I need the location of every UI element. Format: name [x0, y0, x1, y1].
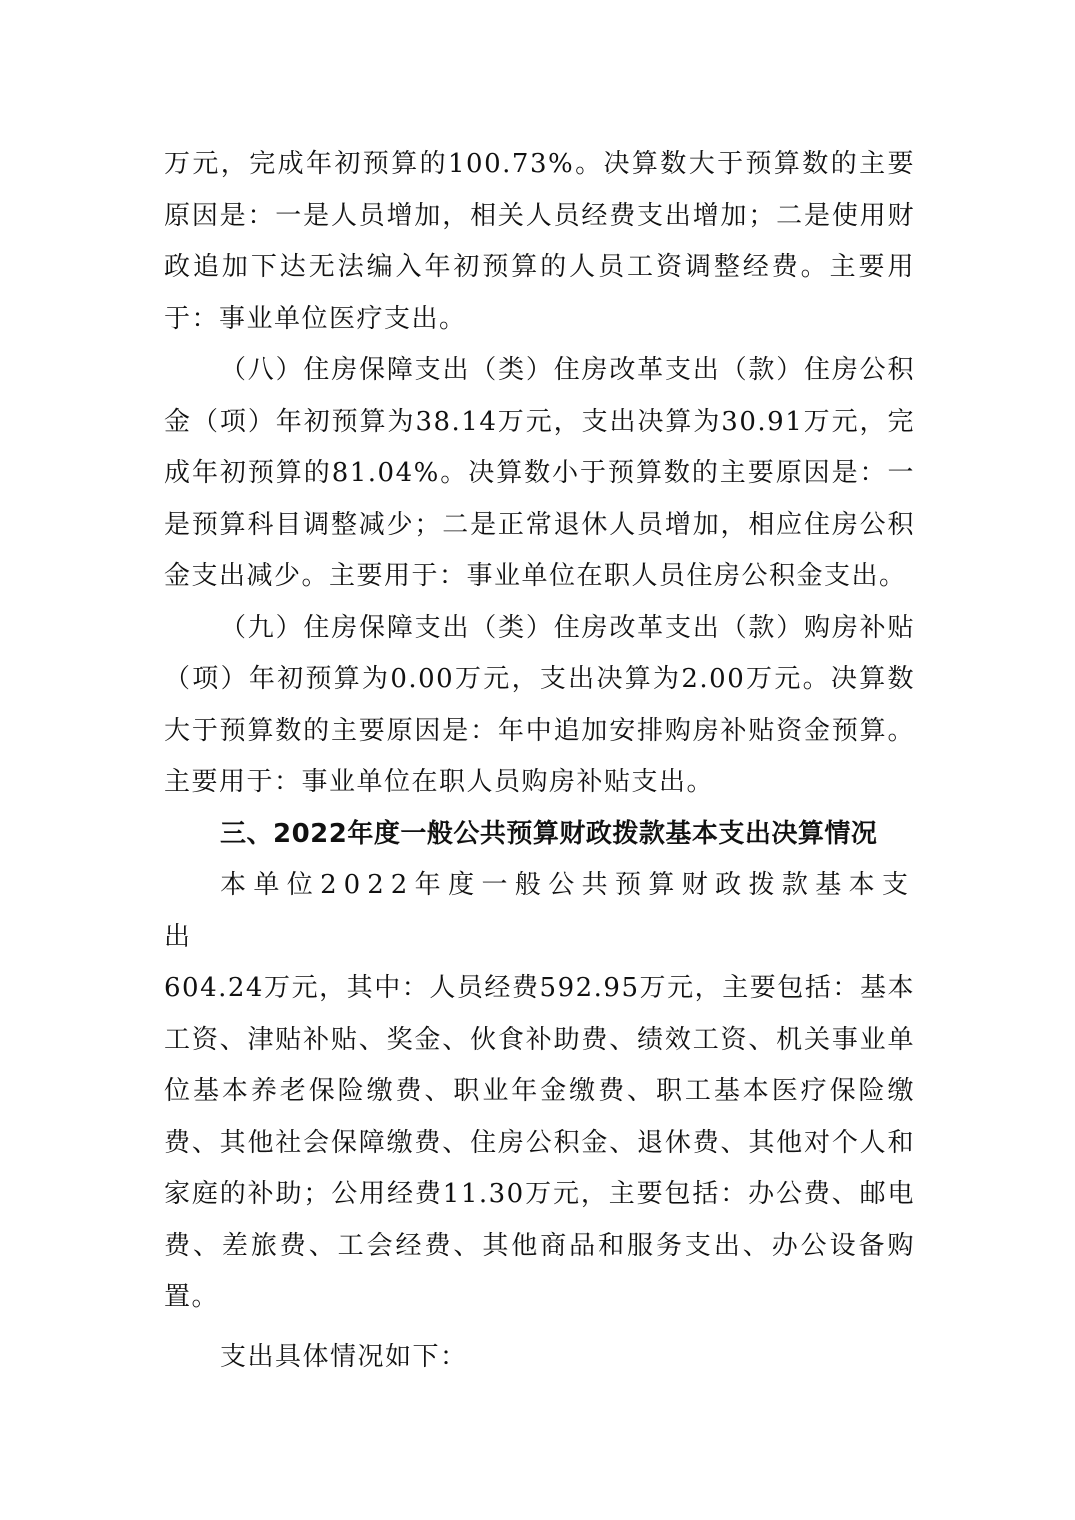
- paragraph-medical-expense-continuation: 万元，完成年初预算的100.73%。决算数大于预算数的主要原因是：一是人员增加，相关人员经费支出增加；二是使用财政追加下达无法编入年初预算的人员工资调整经费。主要用于：事业单位医疗支出。: [164, 149, 915, 334]
- paragraph-housing-subsidy: （九）住房保障支出（类）住房改革支出（款）购房补贴（项）年初预算为0.00万元，支出决算为2.00万元。决算数大于预算数的主要原因是：年中追加安排购房补贴资金预算。主要用于：事业单位在职人员购房补贴支出。: [164, 612, 915, 797]
- document-body: [164, 139, 915, 1383]
- paragraph-housing-provident-fund: （八）住房保障支出（类）住房改革支出（款）住房公积金（项）年初预算为38.14万元，支出决算为30.91万元，完成年初预算的81.04%。决算数小于预算数的主要原因是：一是预算科目调整减少；二是正常退休人员增加，相应住房公积金支出减少。主要用于：事业单位在职人员住房公积金支出。: [164, 355, 915, 591]
- paragraph-basic-expenditure-details: 604.24万元，其中：人员经费592.95万元，主要包括：基本工资、津贴补贴、奖金、伙食补助费、绩效工资、机关事业单位基本养老保险缴费、职业年金缴费、职工基本医疗保险缴费、其他社会保障缴费、住房公积金、退休费、其他对个人和家庭的补助；公用经费11.30万元，主要包括：办公费、邮电费、差旅费、工会经费、其他商品和服务支出、办公设备购置。: [164, 973, 915, 1312]
- section-heading-basic-expenditure: 三、2022年度一般公共预算财政拨款基本支出决算情况: [220, 818, 878, 849]
- paragraph-expenditure-details-lead: 支出具体情况如下：: [220, 1341, 468, 1372]
- paragraph-basic-expenditure-intro: 本单位2022年度一般公共预算财政拨款基本支出: [164, 870, 915, 952]
